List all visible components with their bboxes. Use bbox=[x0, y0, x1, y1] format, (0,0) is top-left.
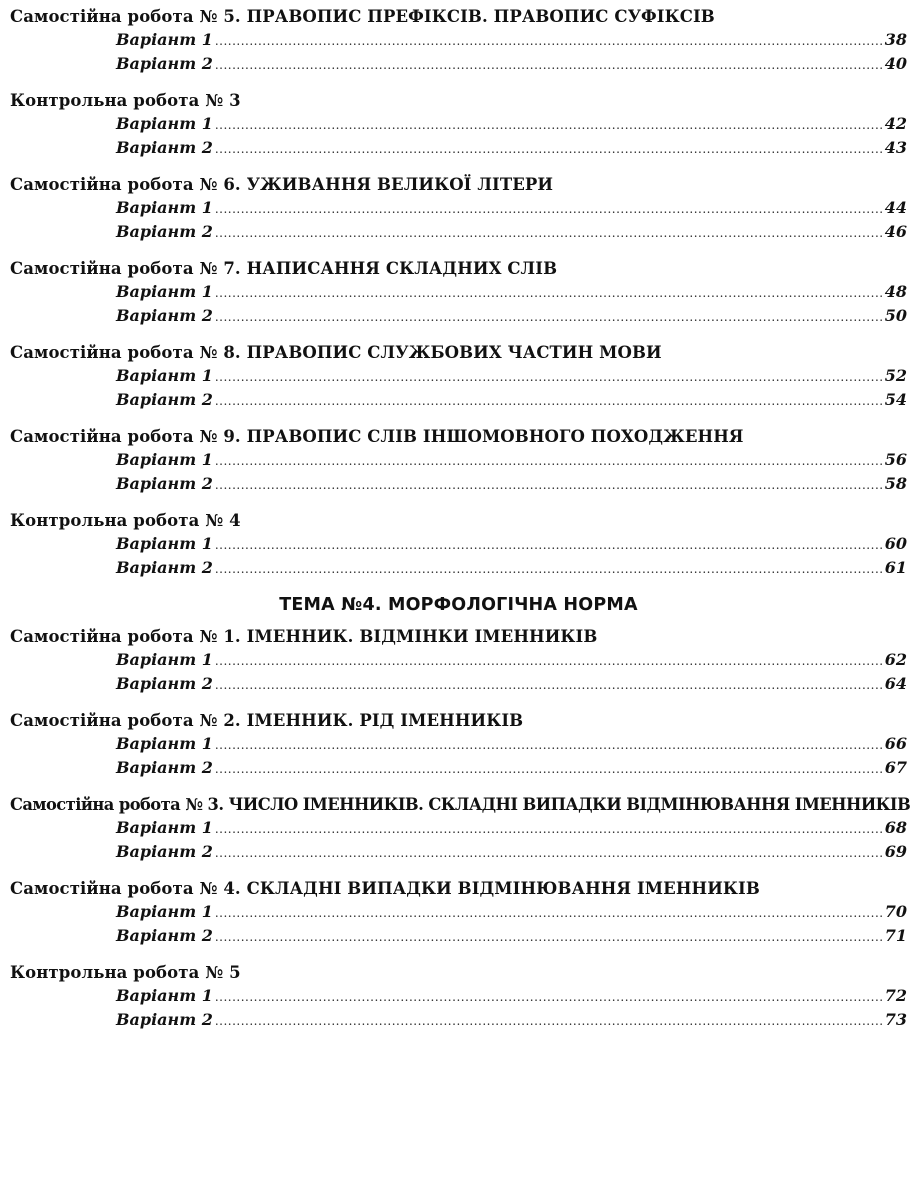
toc-entry[interactable] bbox=[116, 388, 907, 412]
section-title: Контрольна робота № 3 bbox=[10, 91, 241, 110]
dot-leader bbox=[215, 281, 883, 305]
dot-leader bbox=[215, 925, 883, 949]
toc-entry[interactable] bbox=[116, 672, 907, 696]
page-number: 52 bbox=[884, 366, 907, 385]
section-title: Самостійна робота № 4. СКЛАДНІ ВИПАДКИ ВІДМІНЮВАННЯ ІМЕННИКІВ bbox=[10, 879, 760, 898]
page-number: 43 bbox=[884, 138, 907, 157]
toc-entry[interactable] bbox=[116, 28, 907, 52]
entry-label: Варіант 1 bbox=[116, 450, 213, 469]
entry-label: Варіант 2 bbox=[116, 558, 213, 577]
dot-leader bbox=[215, 673, 883, 697]
page-number: 54 bbox=[884, 390, 907, 409]
toc-entry[interactable] bbox=[116, 364, 907, 388]
section-title: Самостійна робота № 3. ЧИСЛО ІМЕННИКІВ. СКЛАДНІ ВИПАДКИ ВІДМІНЮВАННЯ ІМЕННИКІВ bbox=[10, 795, 911, 814]
entry-label: Варіант 2 bbox=[116, 222, 213, 241]
entry-label: Варіант 1 bbox=[116, 734, 213, 753]
toc-entry[interactable] bbox=[116, 52, 907, 76]
entry-label: Варіант 2 bbox=[116, 926, 213, 945]
dot-leader bbox=[215, 985, 883, 1009]
section-title: Самостійна робота № 9. ПРАВОПИС СЛІВ ІНШОМОВНОГО ПОХОДЖЕННЯ bbox=[10, 427, 744, 446]
dot-leader bbox=[215, 197, 883, 221]
dot-leader bbox=[215, 221, 883, 245]
toc-entry[interactable] bbox=[116, 196, 907, 220]
toc-entry[interactable] bbox=[116, 112, 907, 136]
entry-label: Варіант 1 bbox=[116, 30, 213, 49]
dot-leader bbox=[215, 841, 883, 865]
section-title: Самостійна робота № 5. ПРАВОПИС ПРЕФІКСІВ. ПРАВОПИС СУФІКСІВ bbox=[10, 7, 715, 26]
page-number: 66 bbox=[884, 734, 907, 753]
dot-leader bbox=[215, 449, 883, 473]
toc-entry[interactable] bbox=[116, 1008, 907, 1032]
toc-section bbox=[10, 794, 911, 864]
toc-section bbox=[10, 962, 907, 1032]
page-number: 72 bbox=[884, 986, 907, 1005]
page-number: 58 bbox=[884, 474, 907, 493]
dot-leader bbox=[215, 113, 883, 137]
toc-entry[interactable] bbox=[116, 924, 907, 948]
toc-entry[interactable] bbox=[116, 756, 907, 780]
toc-entry[interactable] bbox=[116, 304, 907, 328]
entry-label: Варіант 1 bbox=[116, 198, 213, 217]
entry-label: Варіант 2 bbox=[116, 54, 213, 73]
toc-entry[interactable] bbox=[116, 648, 907, 672]
toc-section bbox=[10, 258, 907, 328]
page-number: 69 bbox=[884, 842, 907, 861]
entry-label: Варіант 1 bbox=[116, 534, 213, 553]
page-number: 61 bbox=[884, 558, 907, 577]
dot-leader bbox=[215, 305, 883, 329]
entry-label: Варіант 2 bbox=[116, 674, 213, 693]
dot-leader bbox=[215, 901, 883, 925]
dot-leader bbox=[215, 1009, 883, 1033]
page-number: 60 bbox=[884, 534, 907, 553]
page-number: 40 bbox=[884, 54, 907, 73]
entry-label: Варіант 2 bbox=[116, 1010, 213, 1029]
toc-section bbox=[10, 878, 907, 948]
page-number: 38 bbox=[884, 30, 907, 49]
toc-entry[interactable] bbox=[116, 136, 907, 160]
toc-entry[interactable] bbox=[116, 472, 907, 496]
section-title: Самостійна робота № 8. ПРАВОПИС СЛУЖБОВИХ ЧАСТИН МОВИ bbox=[10, 343, 662, 362]
section-title: Контрольна робота № 4 bbox=[10, 511, 241, 530]
toc-section bbox=[10, 710, 907, 780]
dot-leader bbox=[215, 53, 883, 77]
toc-section bbox=[10, 510, 907, 580]
toc-section bbox=[10, 626, 907, 696]
dot-leader bbox=[215, 389, 883, 413]
toc-entry[interactable] bbox=[116, 448, 907, 472]
section-title: Самостійна робота № 2. ІМЕННИК. РІД ІМЕННИКІВ bbox=[10, 711, 524, 730]
toc-entry[interactable] bbox=[116, 220, 907, 244]
page-number: 42 bbox=[884, 114, 907, 133]
table-of-contents bbox=[10, 6, 911, 1046]
page-number: 64 bbox=[884, 674, 907, 693]
dot-leader bbox=[215, 557, 883, 581]
entry-label: Варіант 1 bbox=[116, 282, 213, 301]
entry-label: Варіант 1 bbox=[116, 114, 213, 133]
toc-section bbox=[10, 90, 907, 160]
section-title: Контрольна робота № 5 bbox=[10, 963, 241, 982]
toc-entry[interactable] bbox=[116, 984, 907, 1008]
toc-entry[interactable] bbox=[116, 900, 907, 924]
toc-entry[interactable] bbox=[116, 840, 907, 864]
entry-label: Варіант 2 bbox=[116, 138, 213, 157]
toc-section bbox=[10, 342, 907, 412]
page-number: 70 bbox=[884, 902, 907, 921]
page-number: 73 bbox=[884, 1010, 907, 1029]
entry-label: Варіант 1 bbox=[116, 818, 213, 837]
toc-section bbox=[10, 174, 907, 244]
page-number: 46 bbox=[884, 222, 907, 241]
entry-label: Варіант 1 bbox=[116, 650, 213, 669]
page-number: 44 bbox=[884, 198, 907, 217]
dot-leader bbox=[215, 137, 883, 161]
entry-label: Варіант 2 bbox=[116, 390, 213, 409]
toc-entry[interactable] bbox=[116, 280, 907, 304]
dot-leader bbox=[215, 649, 883, 673]
entry-label: Варіант 2 bbox=[116, 842, 213, 861]
page-number: 50 bbox=[884, 306, 907, 325]
page-number: 67 bbox=[884, 758, 907, 777]
toc-entry[interactable] bbox=[116, 556, 907, 580]
entry-label: Варіант 2 bbox=[116, 306, 213, 325]
topic-heading: ТЕМА №4. МОРФОЛОГІЧНА НОРМА bbox=[279, 595, 638, 615]
dot-leader bbox=[215, 757, 883, 781]
dot-leader bbox=[215, 733, 883, 757]
dot-leader bbox=[215, 533, 883, 557]
page-number: 48 bbox=[884, 282, 907, 301]
dot-leader bbox=[215, 817, 883, 841]
toc-section bbox=[10, 426, 907, 496]
entry-label: Варіант 1 bbox=[116, 366, 213, 385]
dot-leader bbox=[215, 473, 883, 497]
toc-entry[interactable] bbox=[116, 816, 907, 840]
dot-leader bbox=[215, 29, 883, 53]
section-title: Самостійна робота № 6. УЖИВАННЯ ВЕЛИКОЇ ЛІТЕРИ bbox=[10, 175, 554, 194]
toc-list-before bbox=[10, 6, 907, 580]
toc-section bbox=[10, 6, 907, 76]
entry-label: Варіант 2 bbox=[116, 758, 213, 777]
entry-label: Варіант 1 bbox=[116, 902, 213, 921]
page-number: 62 bbox=[884, 650, 907, 669]
toc-entry[interactable] bbox=[116, 532, 907, 556]
section-title: Самостійна робота № 1. ІМЕННИК. ВІДМІНКИ ІМЕННИКІВ bbox=[10, 627, 598, 646]
page-number: 56 bbox=[884, 450, 907, 469]
page-number: 68 bbox=[884, 818, 907, 837]
dot-leader bbox=[215, 365, 883, 389]
entry-label: Варіант 1 bbox=[116, 986, 213, 1005]
page-number: 71 bbox=[884, 926, 907, 945]
toc-list-after bbox=[10, 626, 911, 1032]
section-title: Самостійна робота № 7. НАПИСАННЯ СКЛАДНИХ СЛІВ bbox=[10, 259, 558, 278]
entry-label: Варіант 2 bbox=[116, 474, 213, 493]
toc-entry[interactable] bbox=[116, 732, 907, 756]
